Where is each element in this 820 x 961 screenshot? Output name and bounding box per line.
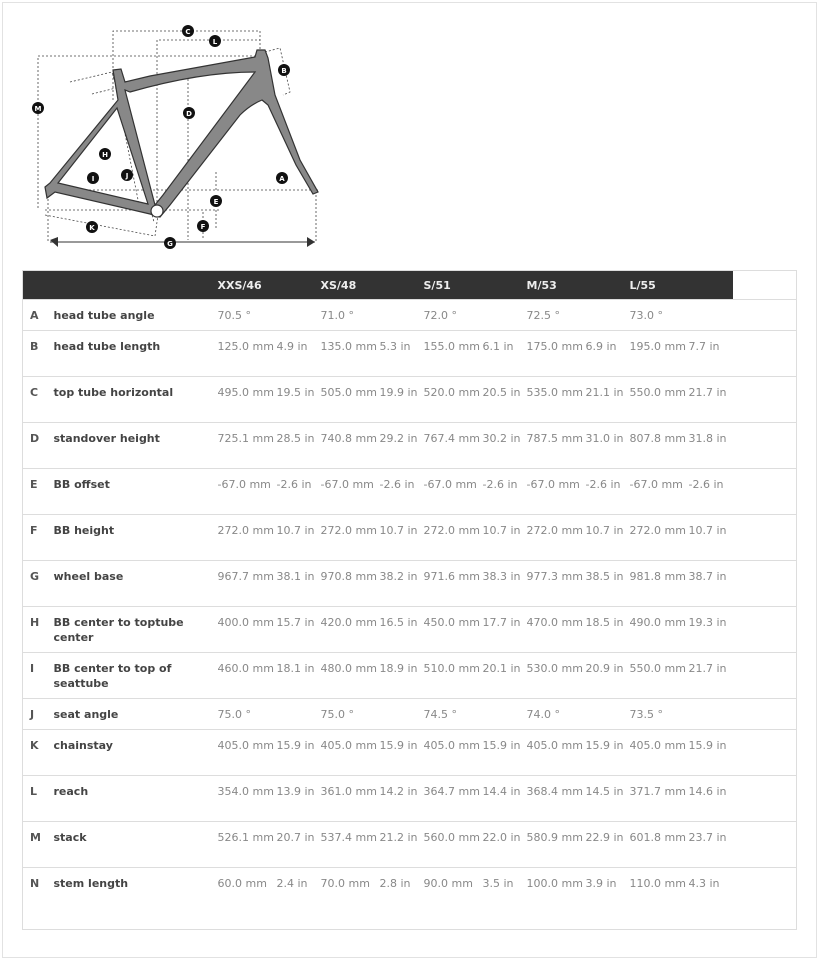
- row-label: BB offset: [54, 469, 218, 515]
- metric-value: 155.0 mm: [424, 331, 483, 377]
- row-letter: J: [23, 699, 54, 730]
- metric-value: 495.0 mm: [218, 377, 277, 423]
- row-letter: E: [23, 469, 54, 515]
- metric-value: 368.4 mm: [527, 776, 586, 822]
- metric-value: 90.0 mm: [424, 868, 483, 930]
- imperial-value: 14.2 in: [380, 776, 424, 822]
- imperial-value: [586, 699, 630, 730]
- table-row: [23, 377, 797, 423]
- row-letter: M: [23, 822, 54, 868]
- marker-i: [87, 172, 99, 184]
- row-label: seat angle: [54, 699, 218, 730]
- metric-value: 371.7 mm: [630, 776, 689, 822]
- size-header: S/51: [423, 278, 451, 292]
- bike-frame: [45, 50, 318, 217]
- imperial-value: 2.4 in: [277, 868, 321, 930]
- bike-geometry-diagram: [0, 0, 340, 260]
- marker-e: [210, 195, 222, 207]
- imperial-value: 22.9 in: [586, 822, 630, 868]
- svg-text:G: G: [167, 240, 173, 248]
- imperial-value: 6.9 in: [586, 331, 630, 377]
- metric-value: 505.0 mm: [321, 377, 380, 423]
- imperial-value: 20.7 in: [277, 822, 321, 868]
- row-label: wheel base: [54, 561, 218, 607]
- imperial-value: 29.2 in: [380, 423, 424, 469]
- imperial-value: 10.7 in: [586, 515, 630, 561]
- row-label: top tube horizontal: [54, 377, 218, 423]
- marker-m: [32, 102, 44, 114]
- svg-text:K: K: [89, 224, 95, 232]
- svg-text:H: H: [102, 151, 108, 159]
- table-row: [23, 607, 797, 653]
- imperial-value: 15.9 in: [277, 730, 321, 776]
- row-letter: K: [23, 730, 54, 776]
- table-row: [23, 469, 797, 515]
- svg-text:M: M: [34, 105, 42, 113]
- metric-value: 725.1 mm: [218, 423, 277, 469]
- metric-value: 767.4 mm: [424, 423, 483, 469]
- imperial-value: [483, 699, 527, 730]
- marker-d: [183, 107, 195, 119]
- metric-value: 71.0 °: [321, 300, 380, 331]
- imperial-value: [689, 699, 733, 730]
- row-letter: I: [23, 653, 54, 699]
- imperial-value: 15.9 in: [380, 730, 424, 776]
- metric-value: -67.0 mm: [218, 469, 277, 515]
- size-header: XXS/46: [217, 278, 262, 292]
- imperial-value: 15.9 in: [689, 730, 733, 776]
- imperial-value: 28.5 in: [277, 423, 321, 469]
- metric-value: 977.3 mm: [527, 561, 586, 607]
- metric-value: 537.4 mm: [321, 822, 380, 868]
- imperial-value: 19.5 in: [277, 377, 321, 423]
- size-header: M/53: [526, 278, 557, 292]
- imperial-value: -2.6 in: [277, 469, 321, 515]
- metric-value: 981.8 mm: [630, 561, 689, 607]
- table-row: [23, 776, 797, 822]
- imperial-value: 21.2 in: [380, 822, 424, 868]
- imperial-value: -2.6 in: [483, 469, 527, 515]
- metric-value: 510.0 mm: [424, 653, 483, 699]
- imperial-value: 38.2 in: [380, 561, 424, 607]
- table-row: [23, 868, 797, 930]
- metric-value: 526.1 mm: [218, 822, 277, 868]
- row-label: reach: [54, 776, 218, 822]
- metric-value: 135.0 mm: [321, 331, 380, 377]
- row-label: stem length: [54, 868, 218, 930]
- metric-value: 530.0 mm: [527, 653, 586, 699]
- imperial-value: 21.7 in: [689, 653, 733, 699]
- row-letter: G: [23, 561, 54, 607]
- imperial-value: 31.0 in: [586, 423, 630, 469]
- metric-value: 470.0 mm: [527, 607, 586, 653]
- metric-value: 272.0 mm: [424, 515, 483, 561]
- svg-text:I: I: [91, 175, 95, 183]
- size-header: L/55: [629, 278, 656, 292]
- metric-value: 560.0 mm: [424, 822, 483, 868]
- row-label: BB center to toptube center: [54, 607, 218, 653]
- imperial-value: [277, 300, 321, 331]
- row-letter: B: [23, 331, 54, 377]
- metric-value: 550.0 mm: [630, 377, 689, 423]
- imperial-value: 15.9 in: [586, 730, 630, 776]
- metric-value: -67.0 mm: [321, 469, 380, 515]
- row-letter: L: [23, 776, 54, 822]
- metric-value: 73.5 °: [630, 699, 689, 730]
- imperial-value: 14.5 in: [586, 776, 630, 822]
- row-letter: F: [23, 515, 54, 561]
- imperial-value: 14.6 in: [689, 776, 733, 822]
- marker-k: [86, 221, 98, 233]
- imperial-value: 6.1 in: [483, 331, 527, 377]
- imperial-value: 38.7 in: [689, 561, 733, 607]
- imperial-value: [483, 300, 527, 331]
- marker-h: [99, 148, 111, 160]
- imperial-value: 18.1 in: [277, 653, 321, 699]
- imperial-value: 10.7 in: [483, 515, 527, 561]
- row-label: BB height: [54, 515, 218, 561]
- metric-value: 272.0 mm: [630, 515, 689, 561]
- metric-value: 405.0 mm: [321, 730, 380, 776]
- table-row: [23, 331, 797, 377]
- imperial-value: 3.5 in: [483, 868, 527, 930]
- imperial-value: 10.7 in: [689, 515, 733, 561]
- metric-value: 460.0 mm: [218, 653, 277, 699]
- metric-value: 72.5 °: [527, 300, 586, 331]
- svg-text:A: A: [279, 175, 285, 183]
- imperial-value: 38.5 in: [586, 561, 630, 607]
- marker-c: [182, 25, 194, 37]
- metric-value: 75.0 °: [218, 699, 277, 730]
- table-row: [23, 300, 797, 331]
- imperial-value: [586, 300, 630, 331]
- metric-value: 60.0 mm: [218, 868, 277, 930]
- row-letter: H: [23, 607, 54, 653]
- svg-text:L: L: [212, 38, 218, 46]
- metric-value: 74.0 °: [527, 699, 586, 730]
- metric-value: 971.6 mm: [424, 561, 483, 607]
- metric-value: 450.0 mm: [424, 607, 483, 653]
- row-label: BB center to top of seattube: [54, 653, 218, 699]
- metric-value: -67.0 mm: [630, 469, 689, 515]
- imperial-value: 38.3 in: [483, 561, 527, 607]
- dimension-lines: [38, 31, 318, 242]
- row-label: chainstay: [54, 730, 218, 776]
- marker-l: [209, 35, 221, 47]
- metric-value: 420.0 mm: [321, 607, 380, 653]
- row-letter: D: [23, 423, 54, 469]
- imperial-value: 20.1 in: [483, 653, 527, 699]
- imperial-value: 3.9 in: [586, 868, 630, 930]
- metric-value: 400.0 mm: [218, 607, 277, 653]
- metric-value: 361.0 mm: [321, 776, 380, 822]
- metric-value: 364.7 mm: [424, 776, 483, 822]
- metric-value: 175.0 mm: [527, 331, 586, 377]
- svg-text:D: D: [186, 110, 192, 118]
- metric-value: 740.8 mm: [321, 423, 380, 469]
- imperial-value: -2.6 in: [586, 469, 630, 515]
- metric-value: 100.0 mm: [527, 868, 586, 930]
- geometry-table: [22, 270, 797, 930]
- metric-value: 535.0 mm: [527, 377, 586, 423]
- metric-value: 272.0 mm: [321, 515, 380, 561]
- imperial-value: 21.7 in: [689, 377, 733, 423]
- metric-value: 480.0 mm: [321, 653, 380, 699]
- metric-value: 75.0 °: [321, 699, 380, 730]
- svg-text:F: F: [200, 223, 206, 231]
- imperial-value: 22.0 in: [483, 822, 527, 868]
- imperial-value: 15.7 in: [277, 607, 321, 653]
- imperial-value: 17.7 in: [483, 607, 527, 653]
- row-label: head tube length: [54, 331, 218, 377]
- imperial-value: 4.3 in: [689, 868, 733, 930]
- imperial-value: 2.8 in: [380, 868, 424, 930]
- metric-value: 520.0 mm: [424, 377, 483, 423]
- imperial-value: 10.7 in: [277, 515, 321, 561]
- table-row: [23, 699, 797, 730]
- imperial-value: [277, 699, 321, 730]
- imperial-value: 16.5 in: [380, 607, 424, 653]
- metric-value: 73.0 °: [630, 300, 689, 331]
- row-label: stack: [54, 822, 218, 868]
- metric-value: 405.0 mm: [630, 730, 689, 776]
- table-row: [23, 515, 797, 561]
- metric-value: 787.5 mm: [527, 423, 586, 469]
- metric-value: 405.0 mm: [218, 730, 277, 776]
- imperial-value: 23.7 in: [689, 822, 733, 868]
- metric-value: 580.9 mm: [527, 822, 586, 868]
- imperial-value: [689, 300, 733, 331]
- marker-g: [164, 237, 176, 249]
- row-label: standover height: [54, 423, 218, 469]
- imperial-value: [380, 300, 424, 331]
- imperial-value: 30.2 in: [483, 423, 527, 469]
- row-letter: A: [23, 300, 54, 331]
- row-letter: N: [23, 868, 54, 930]
- metric-value: -67.0 mm: [424, 469, 483, 515]
- imperial-value: 10.7 in: [380, 515, 424, 561]
- metric-value: 970.8 mm: [321, 561, 380, 607]
- metric-value: 72.0 °: [424, 300, 483, 331]
- imperial-value: 19.3 in: [689, 607, 733, 653]
- marker-b: [278, 64, 290, 76]
- imperial-value: 20.5 in: [483, 377, 527, 423]
- metric-value: 272.0 mm: [218, 515, 277, 561]
- imperial-value: 15.9 in: [483, 730, 527, 776]
- svg-text:B: B: [281, 67, 287, 75]
- imperial-value: [380, 699, 424, 730]
- metric-value: 70.5 °: [218, 300, 277, 331]
- imperial-value: -2.6 in: [689, 469, 733, 515]
- imperial-value: 19.9 in: [380, 377, 424, 423]
- metric-value: 195.0 mm: [630, 331, 689, 377]
- imperial-value: 18.9 in: [380, 653, 424, 699]
- metric-value: 70.0 mm: [321, 868, 380, 930]
- svg-text:C: C: [185, 28, 191, 36]
- table-row: [23, 561, 797, 607]
- metric-value: 807.8 mm: [630, 423, 689, 469]
- metric-value: 601.8 mm: [630, 822, 689, 868]
- table-row: [23, 822, 797, 868]
- table-row: [23, 730, 797, 776]
- marker-a: [276, 172, 288, 184]
- metric-value: 967.7 mm: [218, 561, 277, 607]
- svg-text:J: J: [125, 172, 129, 180]
- marker-j: [121, 169, 133, 181]
- imperial-value: 21.1 in: [586, 377, 630, 423]
- imperial-value: 5.3 in: [380, 331, 424, 377]
- metric-value: 354.0 mm: [218, 776, 277, 822]
- metric-value: 125.0 mm: [218, 331, 277, 377]
- imperial-value: 31.8 in: [689, 423, 733, 469]
- metric-value: -67.0 mm: [527, 469, 586, 515]
- row-letter: C: [23, 377, 54, 423]
- row-label: head tube angle: [54, 300, 218, 331]
- marker-f: [197, 220, 209, 232]
- svg-text:E: E: [213, 198, 219, 206]
- imperial-value: 4.9 in: [277, 331, 321, 377]
- imperial-value: 38.1 in: [277, 561, 321, 607]
- table-header: [23, 271, 797, 300]
- imperial-value: 20.9 in: [586, 653, 630, 699]
- imperial-value: 18.5 in: [586, 607, 630, 653]
- metric-value: 272.0 mm: [527, 515, 586, 561]
- imperial-value: -2.6 in: [380, 469, 424, 515]
- imperial-value: 13.9 in: [277, 776, 321, 822]
- metric-value: 74.5 °: [424, 699, 483, 730]
- size-header: XS/48: [320, 278, 357, 292]
- metric-value: 405.0 mm: [527, 730, 586, 776]
- metric-value: 550.0 mm: [630, 653, 689, 699]
- metric-value: 405.0 mm: [424, 730, 483, 776]
- metric-value: 110.0 mm: [630, 868, 689, 930]
- imperial-value: 14.4 in: [483, 776, 527, 822]
- table-row: [23, 653, 797, 699]
- imperial-value: 7.7 in: [689, 331, 733, 377]
- metric-value: 490.0 mm: [630, 607, 689, 653]
- table-row: [23, 423, 797, 469]
